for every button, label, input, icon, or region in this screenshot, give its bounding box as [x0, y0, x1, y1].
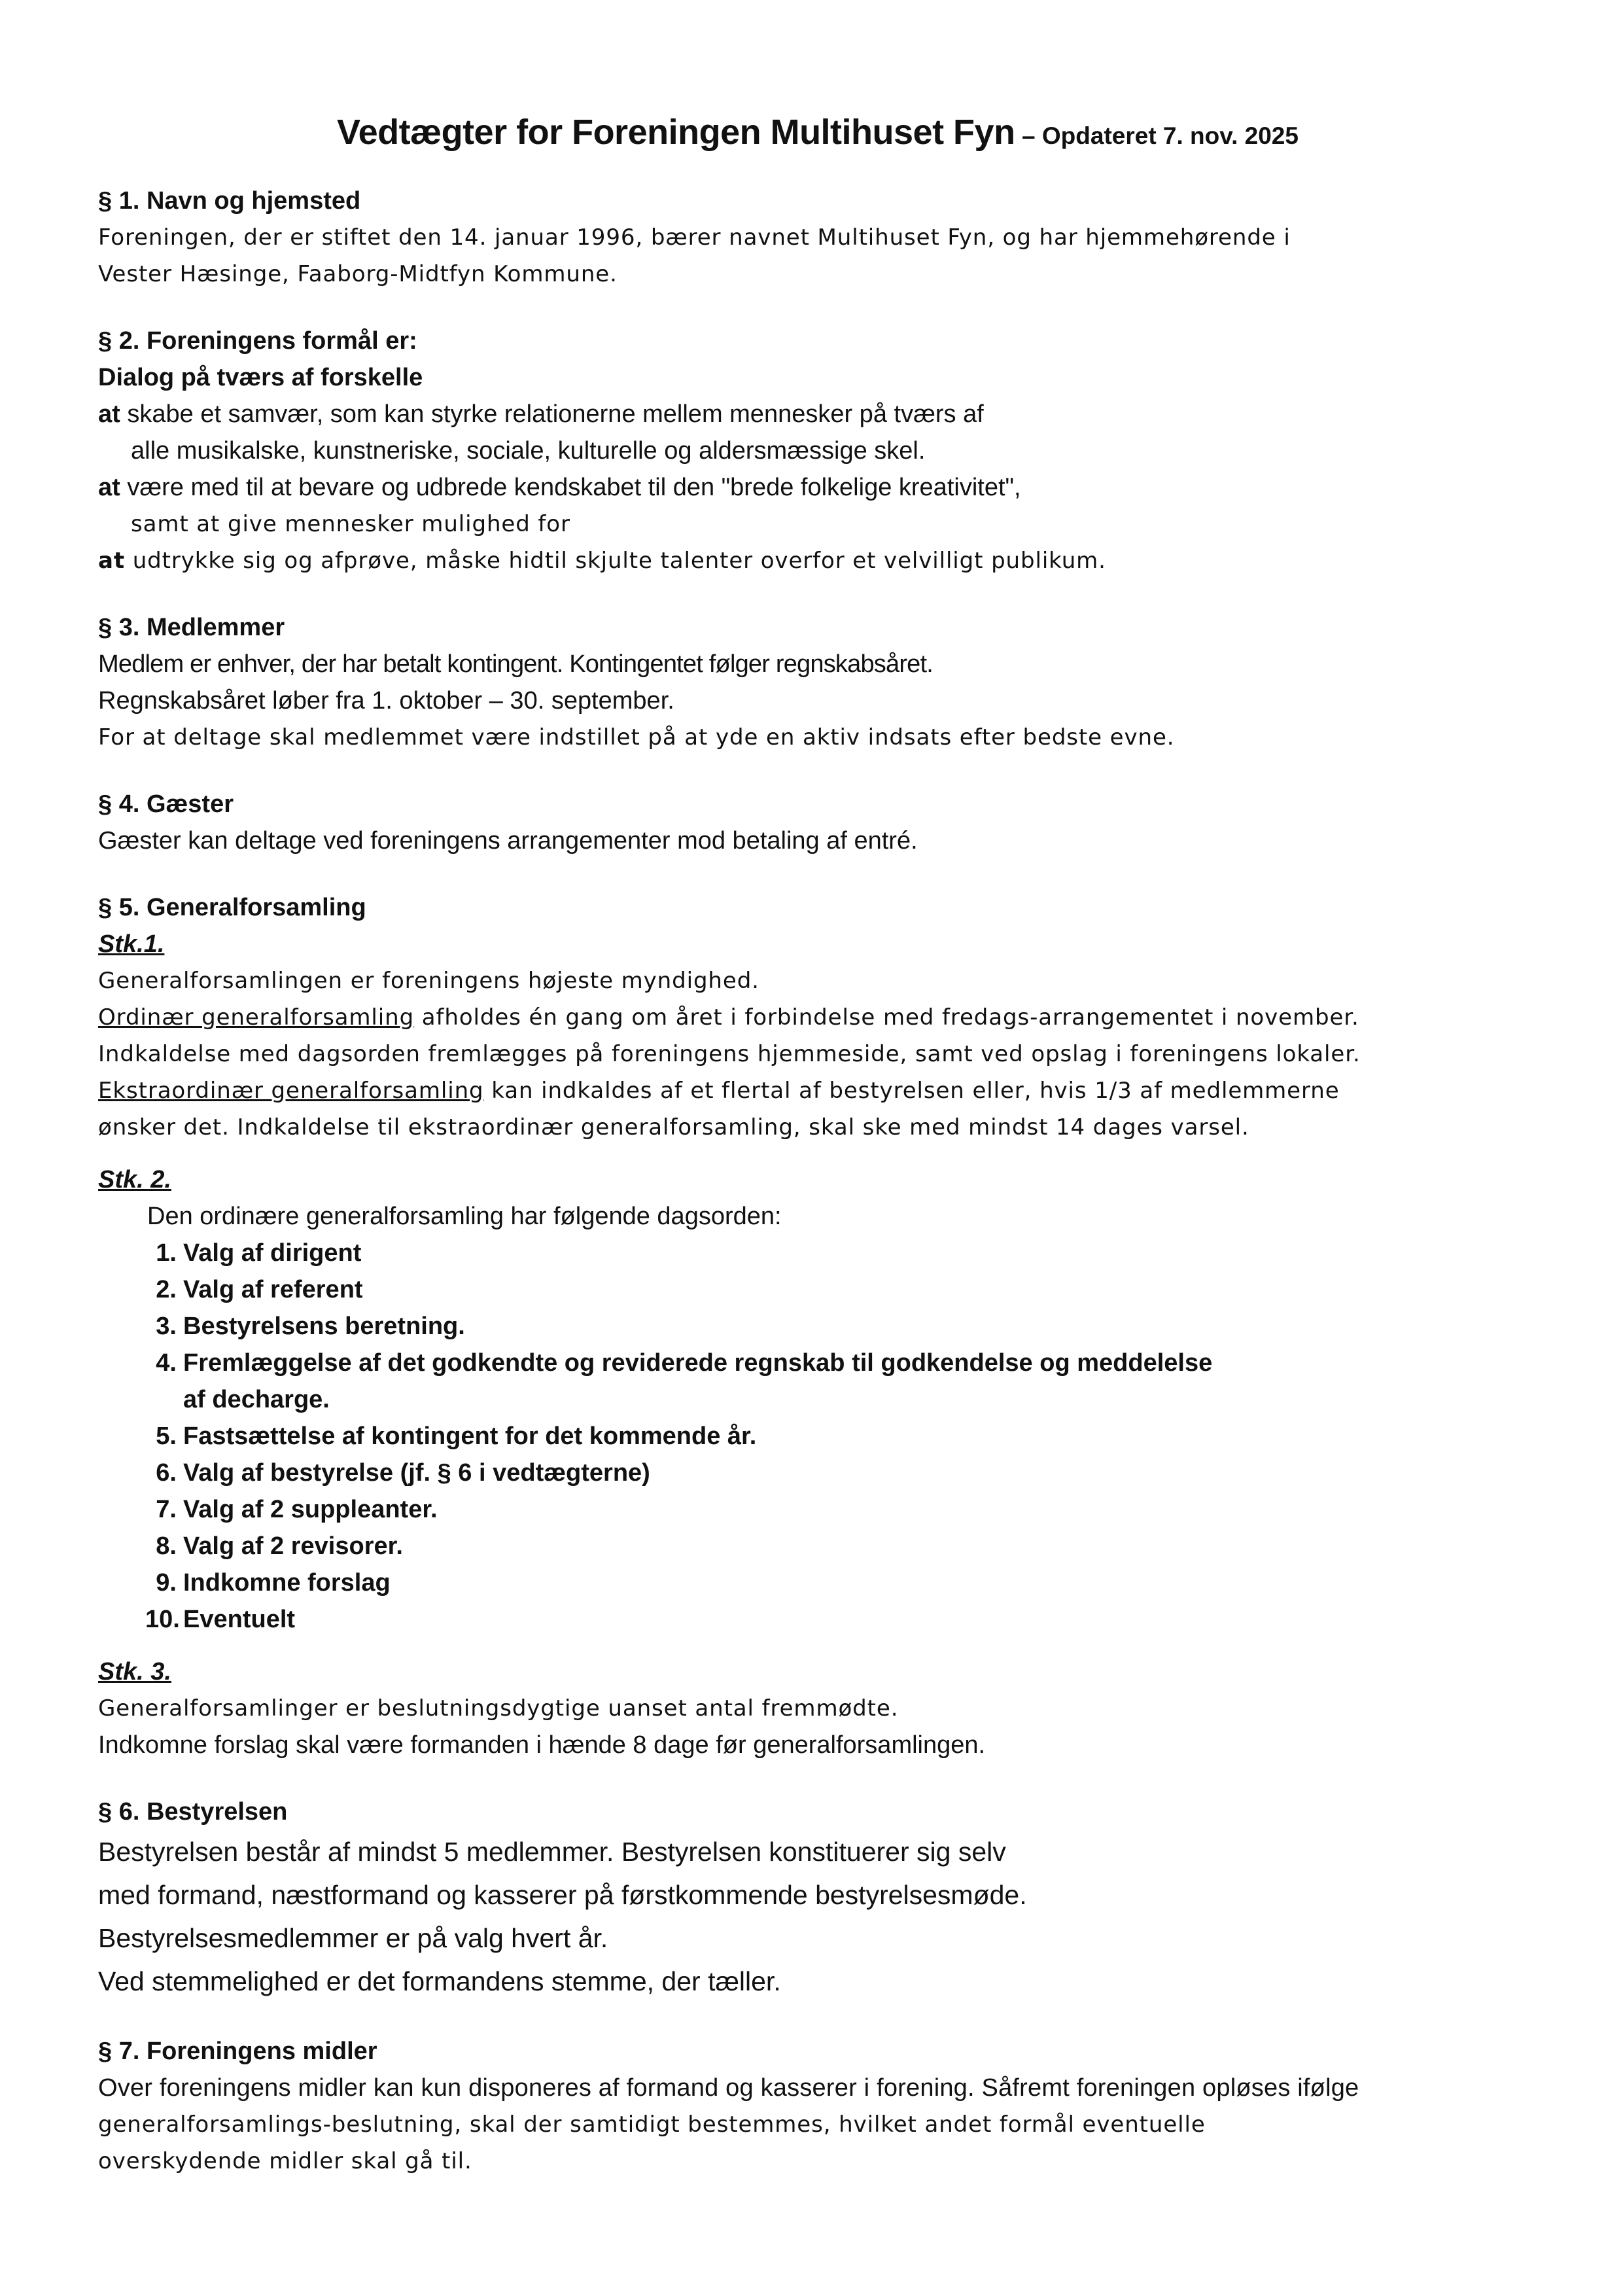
stk-3-label: Stk. 3. [98, 1657, 171, 1686]
agenda-item: 1. Valg af dirigent [156, 1239, 362, 1267]
agenda-item: 2. Valg af referent [156, 1275, 363, 1303]
stk-1 [98, 926, 1537, 1146]
section-6 [98, 1793, 1537, 2003]
section-2-line-1 [98, 396, 1537, 433]
stk-1-label: Stk.1. [98, 930, 165, 958]
section-3 [98, 609, 1537, 756]
section-4-heading: § 4. Gæster [98, 790, 234, 818]
stk-1-line-1: Generalforsamlingen er foreningens højeste myndighed. [98, 967, 759, 994]
section-6-line-3: Bestyrelsesmedlemmer er på valg hvert år. [98, 1922, 608, 1953]
section-6-heading: § 6. Bestyrelsen [98, 1797, 288, 1826]
section-2-line-5 [98, 542, 1537, 579]
at-word: at [98, 547, 125, 574]
section-7-line-2: generalforsamlings-beslutning, skal der samtidigt bestemmes, hvilket andet formål eventuelle [98, 2111, 1206, 2138]
section-6-line-2: med formand, næstformand og kasserer på førstkommende bestyrelsesmøde. [98, 1879, 1027, 1910]
section-2-line-3 [98, 469, 1537, 506]
section-2-subheading: Dialog på tværs af forskelle [98, 363, 423, 391]
agenda-list [98, 1235, 1537, 1638]
stk-1-line-2 [98, 999, 1537, 1036]
section-4 [98, 786, 1537, 859]
title-main: Vedtægter for Foreningen Multihuset Fyn [337, 113, 1015, 152]
agenda-intro: Den ordinære generalforsamling har følgende dagsorden: [147, 1202, 782, 1230]
section-3-heading: § 3. Medlemmer [98, 613, 285, 641]
section-1-heading: § 1. Navn og hjemsted [98, 186, 361, 215]
ordinaer-term: Ordinær generalforsamling [98, 1004, 415, 1031]
stk-1-line-4-text: kan indkaldes af et flertal af bestyrelsen eller, hvis 1/3 af medlemmerne [483, 1077, 1340, 1104]
stk-2 [98, 1161, 1537, 1638]
section-2-line-5-text: udtrykke sig og afprøve, måske hidtil skjulte talenter overfor et velvilligt publikum. [125, 547, 1106, 574]
section-2-heading: § 2. Foreningens formål er: [98, 327, 417, 355]
section-5 [98, 889, 1537, 1763]
stk-3-line-1: Generalforsamlinger er beslutningsdygtige uanset antal fremmødte. [98, 1695, 899, 1722]
section-7-line-1: Over foreningens midler kan kun disponeres af formand og kasserer i forening. Såfremt foreningen opløses ifølge [98, 2074, 1359, 2102]
section-3-line-1: Medlem er enhver, der har betalt kontingent. Kontingentet følger regnskabsåret. [98, 650, 934, 678]
title-updated: – Opdateret 7. nov. 2025 [1022, 122, 1299, 149]
section-1 [98, 183, 1537, 292]
agenda-item: 7. Valg af 2 suppleanter. [156, 1495, 438, 1523]
stk-1-line-4 [98, 1072, 1537, 1109]
section-2-line-1-text: skabe et samvær, som kan styrke relationerne mellem mennesker på tværs af [120, 400, 984, 428]
stk-1-line-3: Indkaldelse med dagsorden fremlægges på foreningens hjemmeside, samt ved opslag i foreningens lokaler. [98, 1040, 1361, 1067]
at-word: at [98, 400, 120, 428]
document-title [98, 111, 1537, 154]
section-7-line-3: overskydende midler skal gå til. [98, 2147, 472, 2174]
stk-3 [98, 1653, 1537, 1763]
section-7 [98, 2033, 1537, 2180]
agenda-item-continuation: af decharge. [183, 1385, 330, 1413]
agenda-item: 10. Eventuelt [145, 1605, 296, 1633]
stk-2-label: Stk. 2. [98, 1165, 171, 1193]
agenda-item: 3. Bestyrelsens beretning. [156, 1312, 465, 1340]
section-4-line-1: Gæster kan deltage ved foreningens arrangementer mod betaling af entré. [98, 826, 918, 855]
section-7-heading: § 7. Foreningens midler [98, 2037, 377, 2065]
section-2-line-4: samt at give mennesker mulighed for [131, 510, 570, 537]
agenda-item: 5. Fastsættelse af kontingent for det kommende år. [156, 1422, 757, 1450]
section-1-line-2: Vester Hæsinge, Faaborg-Midtfyn Kommune. [98, 260, 618, 287]
section-2 [98, 323, 1537, 579]
ekstra-term: Ekstraordinær generalforsamling [98, 1077, 484, 1104]
section-6-line-4: Ved stemmelighed er det formandens stemme, der tæller. [98, 1966, 781, 1996]
agenda-item: 9. Indkomne forslag [156, 1568, 391, 1597]
document-page [98, 98, 1537, 2210]
section-2-line-3-text: være med til at bevare og udbrede kendskabet til den "brede folkelige kreativitet", [120, 473, 1021, 501]
section-3-line-2: Regnskabsåret løber fra 1. oktober – 30. september. [98, 686, 674, 715]
section-6-line-1: Bestyrelsen består af mindst 5 medlemmer. Bestyrelsen konstituerer sig selv [98, 1836, 1006, 1867]
stk-3-line-2: Indkomne forslag skal være formanden i hænde 8 dage før generalforsamlingen. [98, 1731, 986, 1759]
section-3-line-3: For at deltage skal medlemmet være indstillet på at yde en aktiv indsats efter bedste evne. [98, 724, 1175, 751]
section-5-heading: § 5. Generalforsamling [98, 893, 366, 921]
agenda-item: 8. Valg af 2 revisorer. [156, 1532, 403, 1560]
stk-1-line-2-text: afholdes én gang om året i forbindelse med fredags-arrangementet i november. [414, 1004, 1359, 1031]
section-2-line-2: alle musikalske, kunstneriske, sociale, kulturelle og aldersmæssige skel. [131, 436, 926, 465]
agenda-item: 4. Fremlæggelse af det godkendte og reviderede regnskab til godkendelse og meddelelse [156, 1349, 1213, 1377]
section-1-line-1: Foreningen, der er stiftet den 14. januar 1996, bærer navnet Multihuset Fyn, og har hjemmehørende i [98, 224, 1291, 251]
stk-1-line-5: ønsker det. Indkaldelse til ekstraordinær generalforsamling, skal ske med mindst 14 dages varsel. [98, 1114, 1249, 1140]
at-word: at [98, 473, 120, 501]
agenda-item: 6. Valg af bestyrelse (jf. § 6 i vedtægterne) [156, 1458, 650, 1487]
